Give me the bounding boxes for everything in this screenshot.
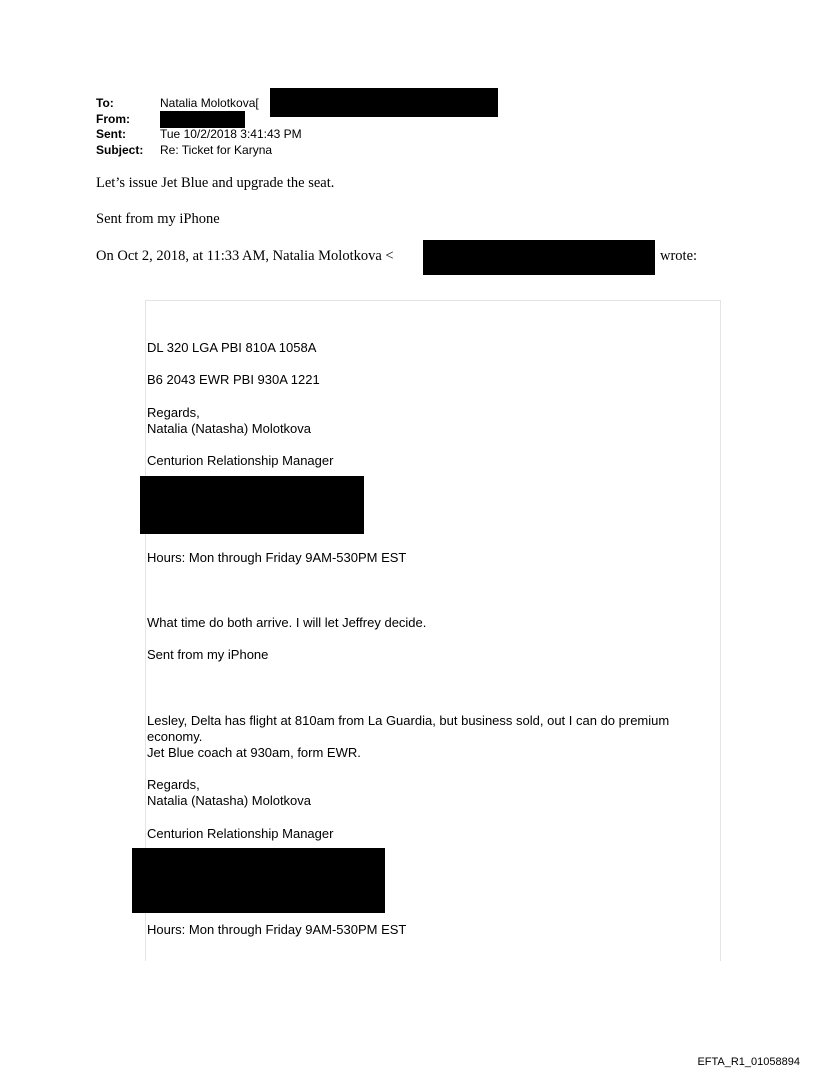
signature-redaction [140,476,364,534]
subject-value: Re: Ticket for Karyna [160,143,273,157]
question-message: What time do both arrive. I will let Jeffrey decide. [147,615,427,630]
signature-name-2: Natalia (Natasha) Molotkova [147,793,312,808]
signature-redaction-2 [132,848,385,913]
signature-title: Centurion Relationship Manager [147,453,334,468]
sent-from-iphone: Sent from my iPhone [96,211,220,227]
document-id: EFTA_R1_01058894 [697,1056,800,1068]
quote-intro-prefix: On Oct 2, 2018, at 11:33 AM, Natalia Molotkova < [96,248,394,264]
flight-option-delta: DL 320 LGA PBI 810A 1058A [147,340,317,355]
sent-value: Tue 10/2/2018 3:41:43 PM [160,127,302,141]
to-label: To: [96,96,114,110]
to-value: Natalia Molotkova[ [160,96,259,110]
subject-label: Subject: [96,143,144,157]
flight-message-line-1: Lesley, Delta has flight at 810am from La Guardia, but business sold, out I can do premium [147,713,670,728]
signature-title-2: Centurion Relationship Manager [147,826,334,841]
sent-label: Sent: [96,127,126,141]
flight-option-jetblue: B6 2043 EWR PBI 930A 1221 [147,372,320,387]
quoted-sent-from-iphone: Sent from my iPhone [147,647,269,662]
flight-message-line-3: Jet Blue coach at 930am, form EWR. [147,745,361,760]
from-label: From: [96,112,130,126]
signature-hours: Hours: Mon through Friday 9AM-530PM EST [147,550,407,565]
signature-hours-2: Hours: Mon through Friday 9AM-530PM EST [147,922,407,937]
reply-message: Let’s issue Jet Blue and upgrade the seat. [96,175,335,191]
signature-regards: Regards, [147,405,200,420]
from-redaction [160,111,245,128]
signature-regards-2: Regards, [147,777,200,792]
quote-intro-suffix: wrote: [660,248,698,264]
signature-name: Natalia (Natasha) Molotkova [147,421,312,436]
flight-message-line-2: economy. [147,729,203,744]
to-redaction [270,88,498,117]
email-redaction [423,240,655,275]
